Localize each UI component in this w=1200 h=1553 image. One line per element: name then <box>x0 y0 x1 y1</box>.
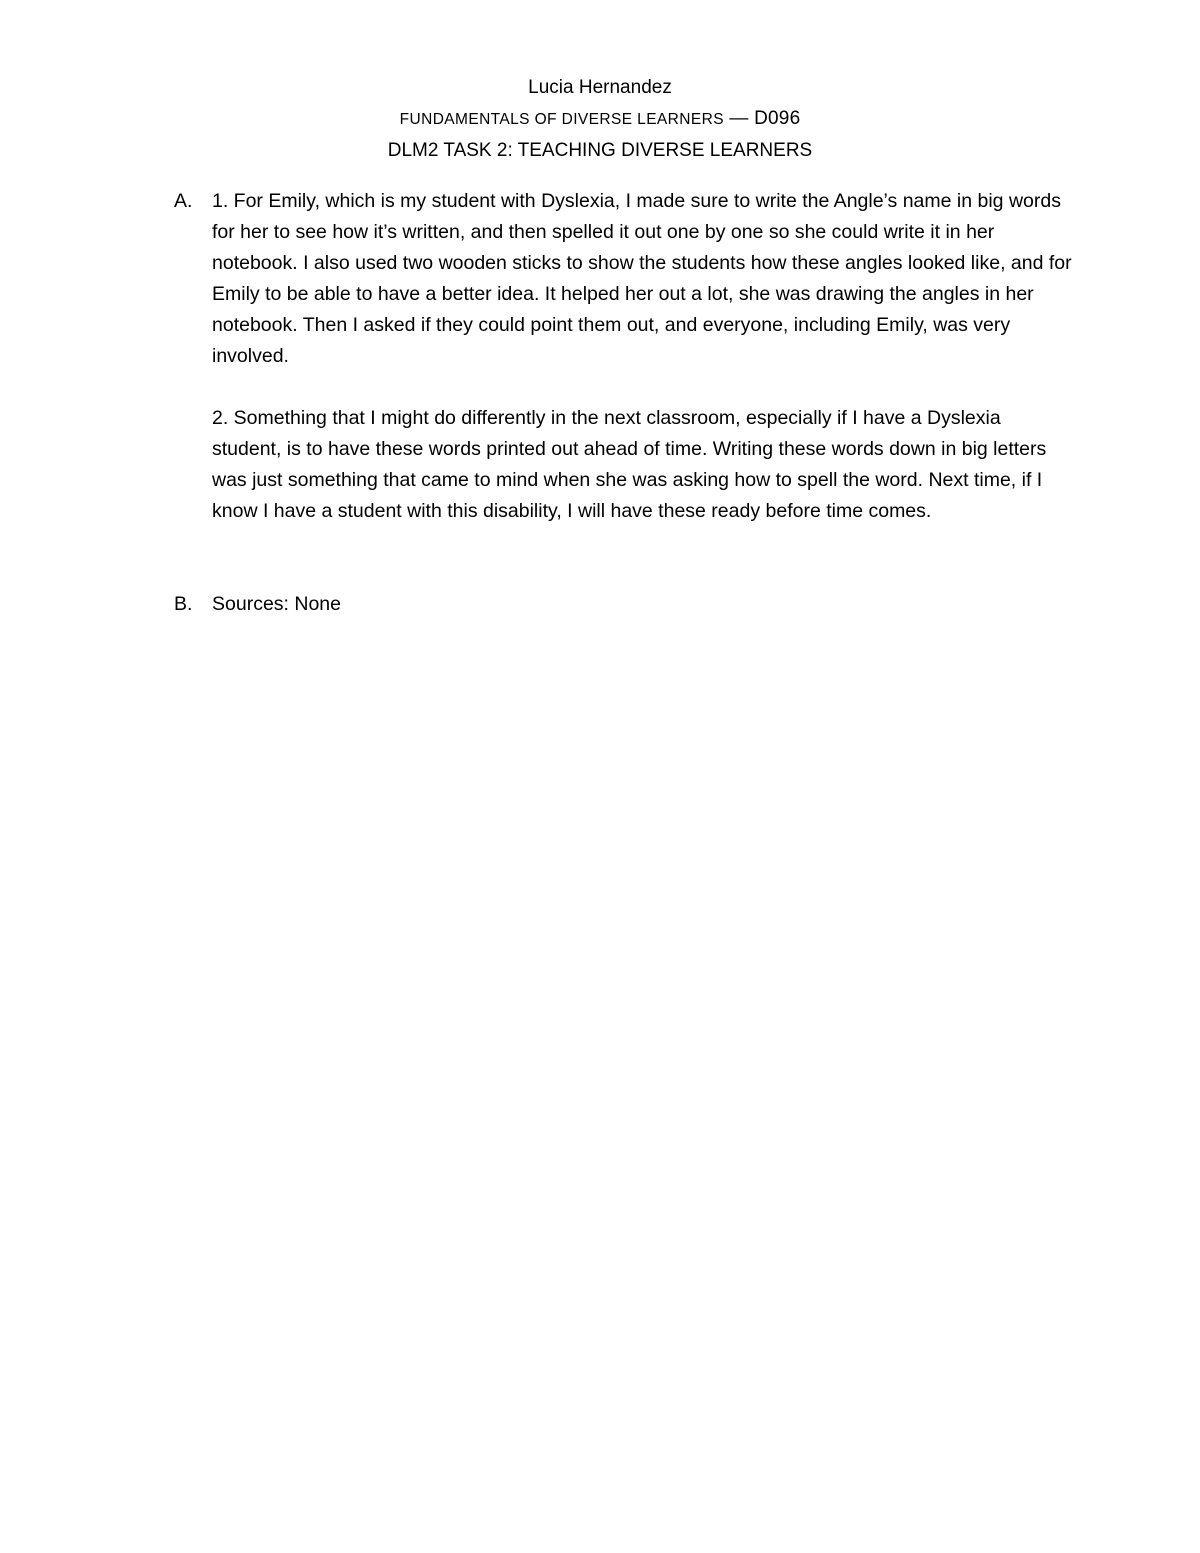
task-title: DLM2 TASK 2: TEACHING DIVERSE LEARNERS <box>387 140 813 161</box>
course-code: D096 <box>754 108 801 129</box>
section-a-paragraph-2: 2. Something that I might do differently in the next classroom, especially if I have a Dyslexia student, is to have these words printed out ahead of time. Writing these words down in big letters was just something that came to mind when she was asking how to spell the word. Next time, if I know I have a student with this disability, I will have these ready before time comes. <box>212 407 1047 522</box>
section-a-marker: A. <box>174 190 193 212</box>
document-header <box>0 72 1200 166</box>
course-title <box>0 103 1200 135</box>
section-a <box>174 186 1074 527</box>
course-name: FUNDAMENTALS OF DIVERSE LEARNERS <box>399 111 724 128</box>
section-a-body <box>212 186 1074 527</box>
section-a-paragraph-1: 1. For Emily, which is my student with Dyslexia, I made sure to write the Angle’s name in big words for her to see how it’s written, and then spelled it out one by one so she could write it in her notebook. I also used two wooden sticks to show the students how these angles looked like, and for Emily to be able to have a better idea. It helped her out a lot, she was drawing the angles in her notebook. Then I asked if they could point them out, and everyone, including Emily, was very involved. <box>212 190 1072 367</box>
course-separator: — <box>729 108 749 129</box>
section-b <box>174 589 1074 620</box>
author-name: Lucia Hernandez <box>528 77 672 98</box>
sources-text: Sources: None <box>212 593 341 615</box>
section-b-marker: B. <box>174 593 193 615</box>
